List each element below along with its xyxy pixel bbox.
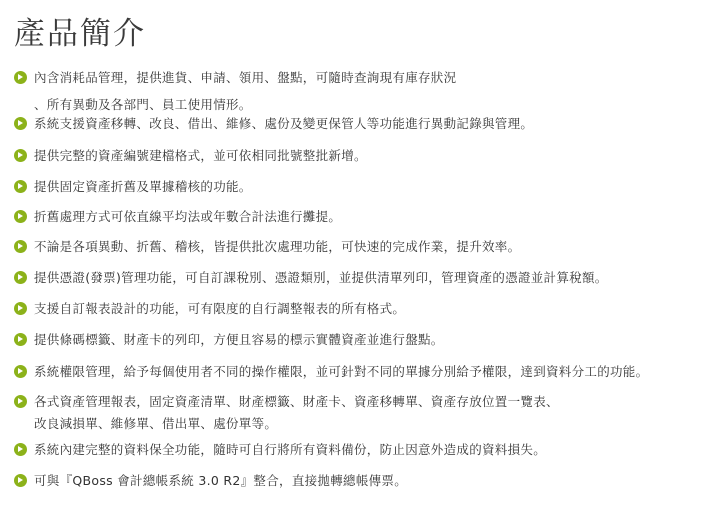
feature-item (14, 270, 723, 285)
feature-item (14, 301, 723, 316)
play-circle-icon (14, 333, 27, 346)
feature-text: 提供完整的資產編號建檔格式，並可依相同批號整批新增。 (34, 148, 367, 163)
feature-item (14, 70, 723, 112)
play-circle-icon (14, 365, 27, 378)
play-circle-icon (14, 149, 27, 162)
play-circle-icon (14, 210, 27, 223)
feature-text: 可與『QBoss 會計總帳系統 3.0 R2』整合，直接拋轉總帳傳票。 (34, 473, 408, 488)
feature-item (14, 332, 723, 347)
play-circle-icon (14, 271, 27, 284)
feature-item (14, 116, 723, 131)
feature-text: 各式資產管理報表，固定資產清單、財產標籤、財產卡、資產移轉單、資產存放位置一覽表、 (34, 394, 559, 409)
feature-item (14, 364, 723, 379)
feature-text: 折舊處理方式可依直線平均法或年數合計法進行攤提。 (34, 209, 342, 224)
page-title: 產品簡介 (14, 16, 146, 52)
feature-text: 系統權限管理，給予每個使用者不同的操作權限，並可針對不同的單據分別給予權限，達到資料分工的功能。 (34, 364, 649, 379)
play-circle-icon (14, 395, 27, 408)
feature-text: 支援自訂報表設計的功能，可有限度的自行調整報表的所有格式。 (34, 301, 406, 316)
feature-item (14, 148, 723, 163)
feature-item (14, 473, 723, 488)
feature-text: 不論是各項異動、折舊、稽核，皆提供批次處理功能，可快速的完成作業，提升效率。 (34, 239, 521, 254)
feature-item (14, 394, 723, 431)
feature-item (14, 442, 723, 457)
play-circle-icon (14, 240, 27, 253)
play-circle-icon (14, 443, 27, 456)
feature-text: 提供固定資產折舊及單據稽核的功能。 (34, 179, 252, 194)
feature-item (14, 209, 723, 224)
play-circle-icon (14, 180, 27, 193)
play-circle-icon (14, 71, 27, 84)
feature-text: 提供條碼標籤、財產卡的列印，方便且容易的標示實體資產並進行盤點。 (34, 332, 444, 347)
play-circle-icon (14, 117, 27, 130)
play-circle-icon (14, 474, 27, 487)
feature-text: 系統支援資產移轉、改良、借出、維修、處份及變更保管人等功能進行異動記錄與管理。 (34, 116, 534, 131)
feature-text-continued: 、所有異動及各部門、員工使用情形。 (34, 97, 252, 112)
feature-text-continued: 改良減損單、維修單、借出單、處份單等。 (34, 416, 278, 431)
feature-text: 提供憑證(發票)管理功能，可自訂課稅別、憑證類別，並提供清單列印，管理資產的憑證並計算稅額。 (34, 270, 608, 285)
feature-text: 內含消耗品管理，提供進貨、申請、領用、盤點，可隨時查詢現有庫存狀況 (34, 70, 457, 85)
feature-item (14, 179, 723, 194)
feature-item (14, 239, 723, 254)
feature-text: 系統內建完整的資料保全功能，隨時可自行將所有資料備份，防止因意外造成的資料損失。 (34, 442, 547, 457)
play-circle-icon (14, 302, 27, 315)
